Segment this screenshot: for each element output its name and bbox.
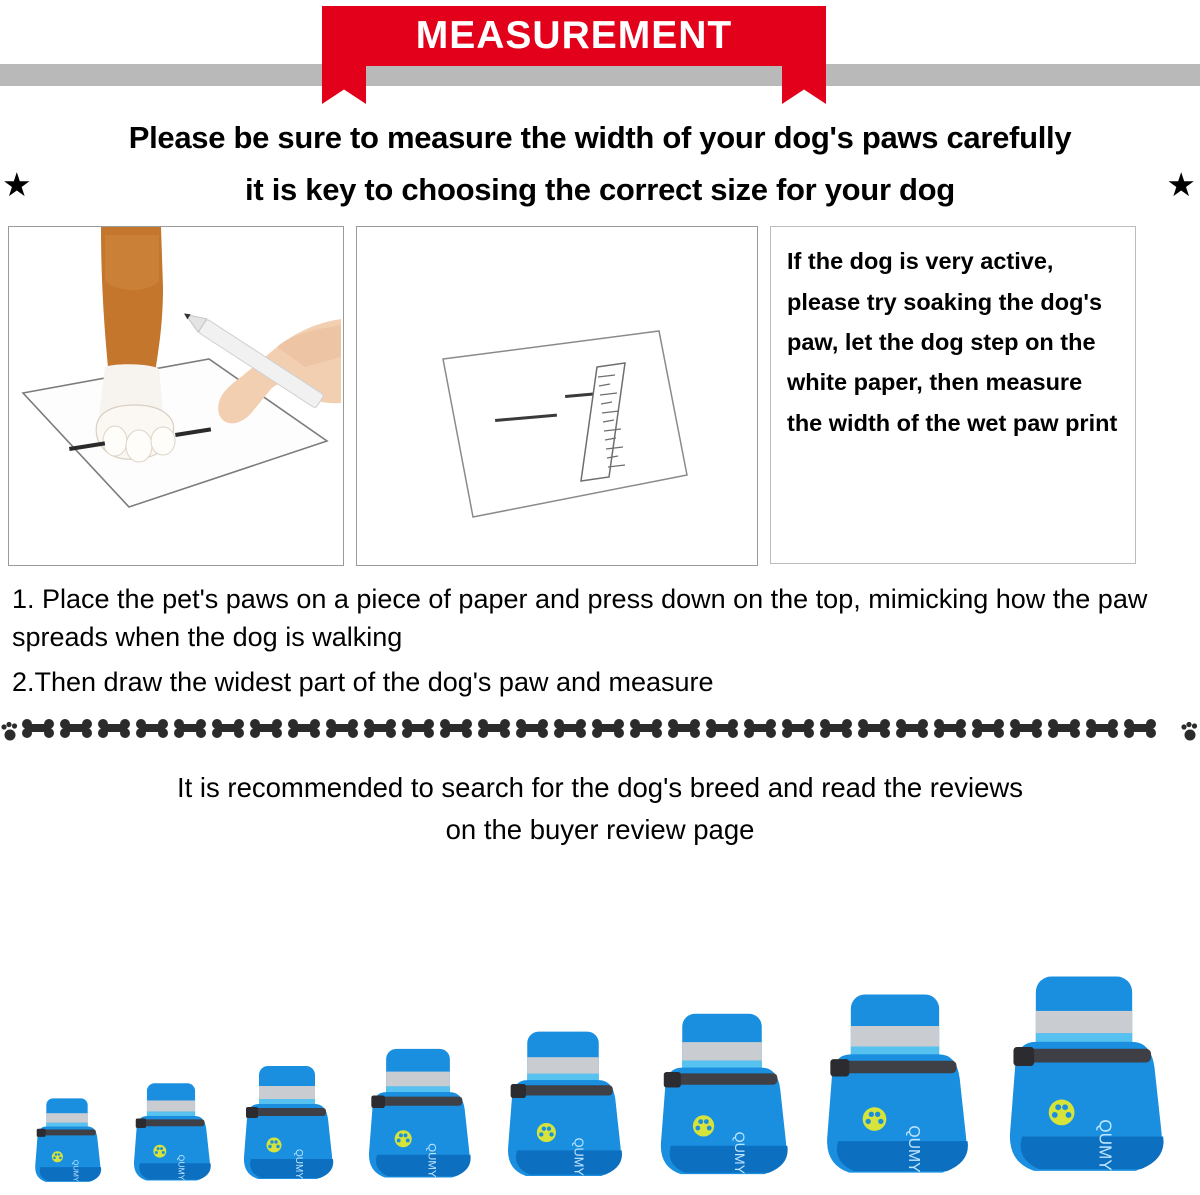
headline (0, 112, 1200, 216)
ribbon-tail-right (782, 66, 826, 104)
headline-line-1: Please be sure to measure the width of your dog's paws carefully (128, 120, 1072, 155)
measurement-steps (0, 566, 1200, 701)
measurement-step-1: 1. Place the pet's paws on a piece of paper and press down on the top, mimicking how the paw spreads when the dog is walking (12, 584, 1148, 653)
review-recommendation (0, 767, 1200, 851)
recommendation-line-2: on the buyer review page (445, 813, 755, 845)
recommendation-line-1: It is recommended to search for the dog's breed and read the reviews (177, 772, 1023, 804)
boot-brand-label: QUMY (71, 1159, 81, 1182)
boot-brand-label: QUMY (1095, 1119, 1116, 1171)
active-dog-note-panel (770, 226, 1136, 564)
measurement-step-2: 2.Then draw the widest part of the dog's paw and measure (12, 666, 714, 697)
ruler-measuring-illustration (357, 227, 757, 563)
bone-divider (0, 715, 1200, 745)
boot-brand-label: QUMY (293, 1149, 305, 1179)
boot-size-7 (816, 985, 974, 1195)
boot-brand-label: QUMY (571, 1137, 587, 1176)
boot-size-lineup (0, 930, 1200, 1195)
boot-size-8 (998, 966, 1170, 1195)
paw-tracing-photo-panel (8, 226, 344, 566)
ribbon-banner (322, 6, 826, 66)
paw-tracing-illustration (9, 227, 343, 565)
illustration-panels (0, 226, 1200, 566)
star-icon-right: ★ (1166, 166, 1196, 203)
measurement-banner (0, 0, 1200, 104)
boot-size-6 (651, 1005, 793, 1195)
boot-size-1 (30, 1094, 104, 1195)
ruler-measuring-diagram-panel (356, 226, 758, 566)
star-icon-left: ★ (2, 166, 32, 203)
boot-brand-label: QUMY (905, 1125, 923, 1173)
boot-size-3 (237, 1060, 337, 1195)
boot-size-4 (361, 1042, 475, 1195)
boot-size-2 (128, 1078, 214, 1195)
active-dog-note-text: If the dog is very active, please try soaking the dog's paw, let the dog step on the white paper, then measure the width of the wet paw print (787, 248, 1118, 436)
headline-line-2: it is key to choosing the correct size for your dog (245, 172, 955, 208)
boot-size-5 (499, 1024, 627, 1195)
banner-title: MEASUREMENT (415, 14, 733, 57)
ribbon-tail-left (322, 66, 366, 104)
banner-gray-stripe (0, 64, 1200, 86)
boot-brand-label: QUMY (730, 1131, 747, 1175)
boot-brand-label: QUMY (176, 1154, 187, 1181)
boot-brand-label: QUMY (425, 1143, 438, 1178)
